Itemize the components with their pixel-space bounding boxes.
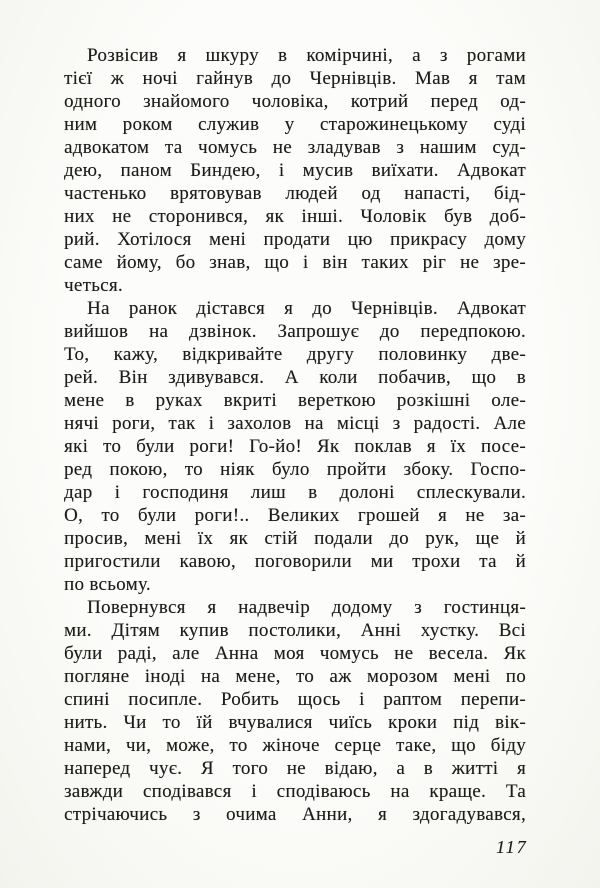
text-line: нить. Чи то їй вчувалися чиїсь кроки під вік- <box>64 712 526 733</box>
text-line: погляне іноді на мене, то аж морозом мені по <box>64 666 526 687</box>
text-line: одного знайомого чоловіка, котрий перед од- <box>64 91 526 112</box>
text-line: по всьому. <box>64 574 151 595</box>
text-line: саме йому, бо знав, що і він таких ріг не зре- <box>64 252 526 273</box>
page-number: 117 <box>496 837 528 857</box>
text-line: ним роком служив у старожинецькому суді <box>64 114 526 135</box>
text-line: частенько врятовував людей од напасті, бід- <box>64 183 526 204</box>
page-text <box>64 44 526 826</box>
text-line: наперед чує. Я того не відаю, а в житті я <box>64 758 526 779</box>
text-line: Розвісив я шкуру в комірчині, а з рогами <box>87 45 526 66</box>
text-line: були раді, але Анна моя чомусь не весела. Як <box>64 643 526 664</box>
text-line: спині посипле. Робить щось і раптом перепи- <box>64 689 526 710</box>
text-line: дею, паном Биндею, і мусив виїхати. Адвокат <box>64 160 526 181</box>
text-line: них не сторонився, як інші. Чоловік був доб- <box>64 206 526 227</box>
text-line: стрічаючись з очима Анни, я здогадувався, <box>64 804 526 825</box>
text-line: нами, чи, може, то жіноче серце таке, що біду <box>64 735 526 756</box>
text-line: завжди сподівався і сподіваюсь на краще. Та <box>64 781 526 802</box>
text-line: ми. Дітям купив постолики, Анні хустку. Всі <box>64 620 526 641</box>
text-line: просив, мені їх як стій подали до рук, ще й <box>64 528 526 549</box>
text-line: пригостили кавою, поговорили ми трохи та й <box>64 551 526 572</box>
text-line: То, кажу, відкривайте другу половинку две- <box>64 344 526 365</box>
text-line: четься. <box>64 275 123 296</box>
text-line: нячі роги, так і захолов на місці з радості. Але <box>64 413 526 434</box>
text-line: На ранок дістався я до Чернівців. Адвокат <box>87 298 526 319</box>
text-line: рий. Хотілося мені продати цю прикрасу дому <box>64 229 526 250</box>
text-line: тієї ж ночі гайнув до Чернівців. Мав я там <box>64 68 526 89</box>
text-line: які то були роги! Го-йо! Як поклав я їх посе- <box>64 436 526 457</box>
text-line: мене в руках вкриті вереткою розкішні оле- <box>64 390 526 411</box>
text-line: вийшов на дзвінок. Запрошує до передпокою. <box>64 321 526 342</box>
text-line: рей. Він здивувався. А коли побачив, що в <box>64 367 526 388</box>
text-line: О, то були роги!.. Великих грошей я не за- <box>64 505 526 526</box>
text-line: адвокатом та чомусь не зладував з нашим суд- <box>64 137 526 158</box>
text-line: Повернувся я надвечір додому з гостинця- <box>87 597 526 618</box>
text-line: дар і господиня лиш в долоні сплескували. <box>64 482 526 503</box>
text-line: ред покою, то ніяк було пройти збоку. Госпо- <box>64 459 526 480</box>
